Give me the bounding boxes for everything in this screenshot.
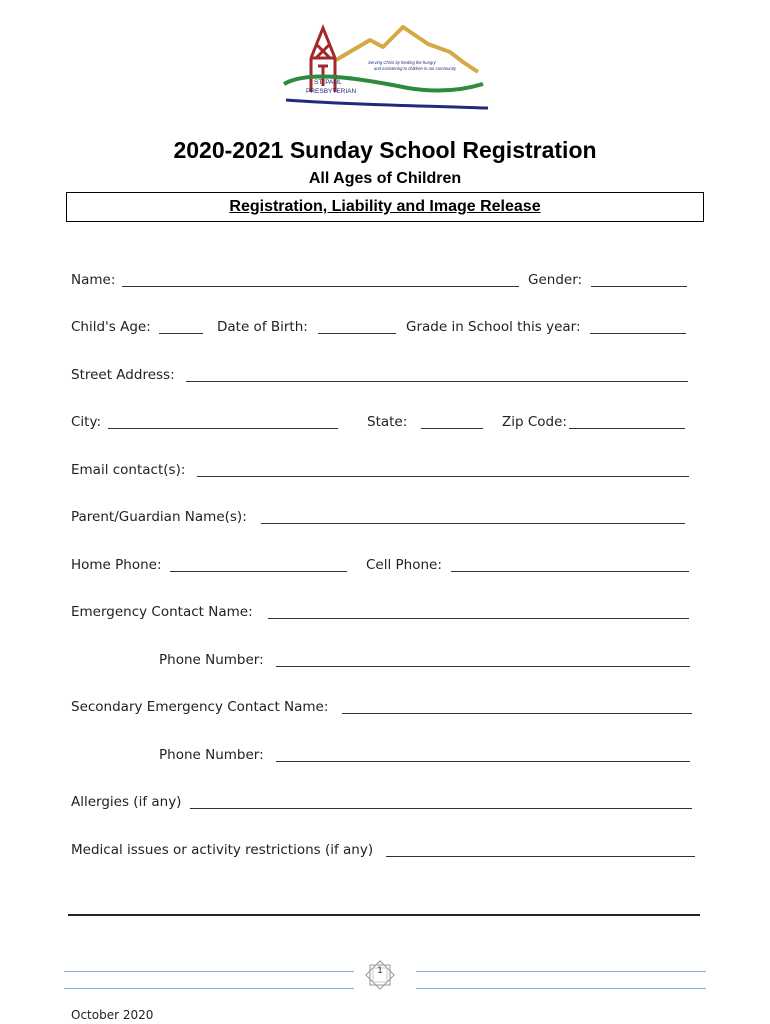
logo-tagline-line2: and ministering to children in our community	[374, 66, 456, 71]
dob-label: Date of Birth:	[217, 319, 308, 335]
secondary-contact-field[interactable]	[342, 713, 692, 714]
logo-name-line2: PRESBYTERIAN	[306, 88, 357, 95]
cell-phone-field[interactable]	[451, 571, 689, 572]
name-field[interactable]	[122, 286, 519, 287]
state-label: State:	[367, 414, 408, 430]
secondary-phone-field[interactable]	[276, 761, 690, 762]
zip-label: Zip Code:	[502, 414, 567, 430]
bottom-rule	[68, 914, 700, 916]
parent-field[interactable]	[261, 523, 685, 524]
page-title: 2020-2021 Sunday School Registration	[173, 137, 597, 163]
grade-field[interactable]	[590, 333, 686, 334]
parent-label: Parent/Guardian Name(s):	[71, 509, 247, 525]
child-age-field[interactable]	[159, 333, 203, 334]
footer-rule-left-top	[64, 971, 354, 972]
allergies-field[interactable]	[190, 808, 692, 809]
name-label: Name:	[71, 272, 116, 288]
dob-field[interactable]	[318, 333, 396, 334]
medical-field[interactable]	[386, 856, 695, 857]
home-phone-label: Home Phone:	[71, 557, 162, 573]
secondary-contact-label: Secondary Emergency Contact Name:	[71, 699, 329, 715]
logo-tagline-line1: Serving Christ by feeding the hungry	[368, 60, 436, 65]
logo-name-line1: ST. PAUL	[314, 79, 342, 86]
release-heading: Registration, Liability and Image Release	[229, 198, 541, 215]
emergency-phone-label: Phone Number:	[159, 652, 264, 668]
home-phone-field[interactable]	[170, 571, 347, 572]
email-field[interactable]	[197, 476, 689, 477]
church-logo	[278, 22, 493, 114]
secondary-phone-label: Phone Number:	[159, 747, 264, 763]
cell-phone-label: Cell Phone:	[366, 557, 442, 573]
page-number: 1	[377, 966, 383, 976]
city-label: City:	[71, 414, 102, 430]
release-heading-box	[66, 192, 704, 222]
child-age-label: Child's Age:	[71, 319, 151, 335]
state-field[interactable]	[421, 428, 483, 429]
medical-label: Medical issues or activity restrictions (if any)	[71, 842, 374, 858]
grade-label: Grade in School this year:	[406, 319, 581, 335]
page-subtitle: All Ages of Children	[308, 170, 462, 187]
footer-date: October 2020	[71, 1008, 154, 1022]
email-label: Email contact(s):	[71, 462, 186, 478]
emergency-phone-field[interactable]	[276, 666, 690, 667]
gender-label: Gender:	[528, 272, 583, 288]
zip-field[interactable]	[569, 428, 685, 429]
footer-rule-right-bottom	[416, 988, 706, 989]
street-label: Street Address:	[71, 367, 175, 383]
emergency-contact-label: Emergency Contact Name:	[71, 604, 253, 620]
footer-rule-left-bottom	[64, 988, 354, 989]
emergency-contact-field[interactable]	[268, 618, 689, 619]
city-field[interactable]	[108, 428, 338, 429]
street-field[interactable]	[186, 381, 688, 382]
allergies-label: Allergies (if any)	[71, 794, 182, 810]
footer-rule-right-top	[416, 971, 706, 972]
gender-field[interactable]	[591, 286, 687, 287]
